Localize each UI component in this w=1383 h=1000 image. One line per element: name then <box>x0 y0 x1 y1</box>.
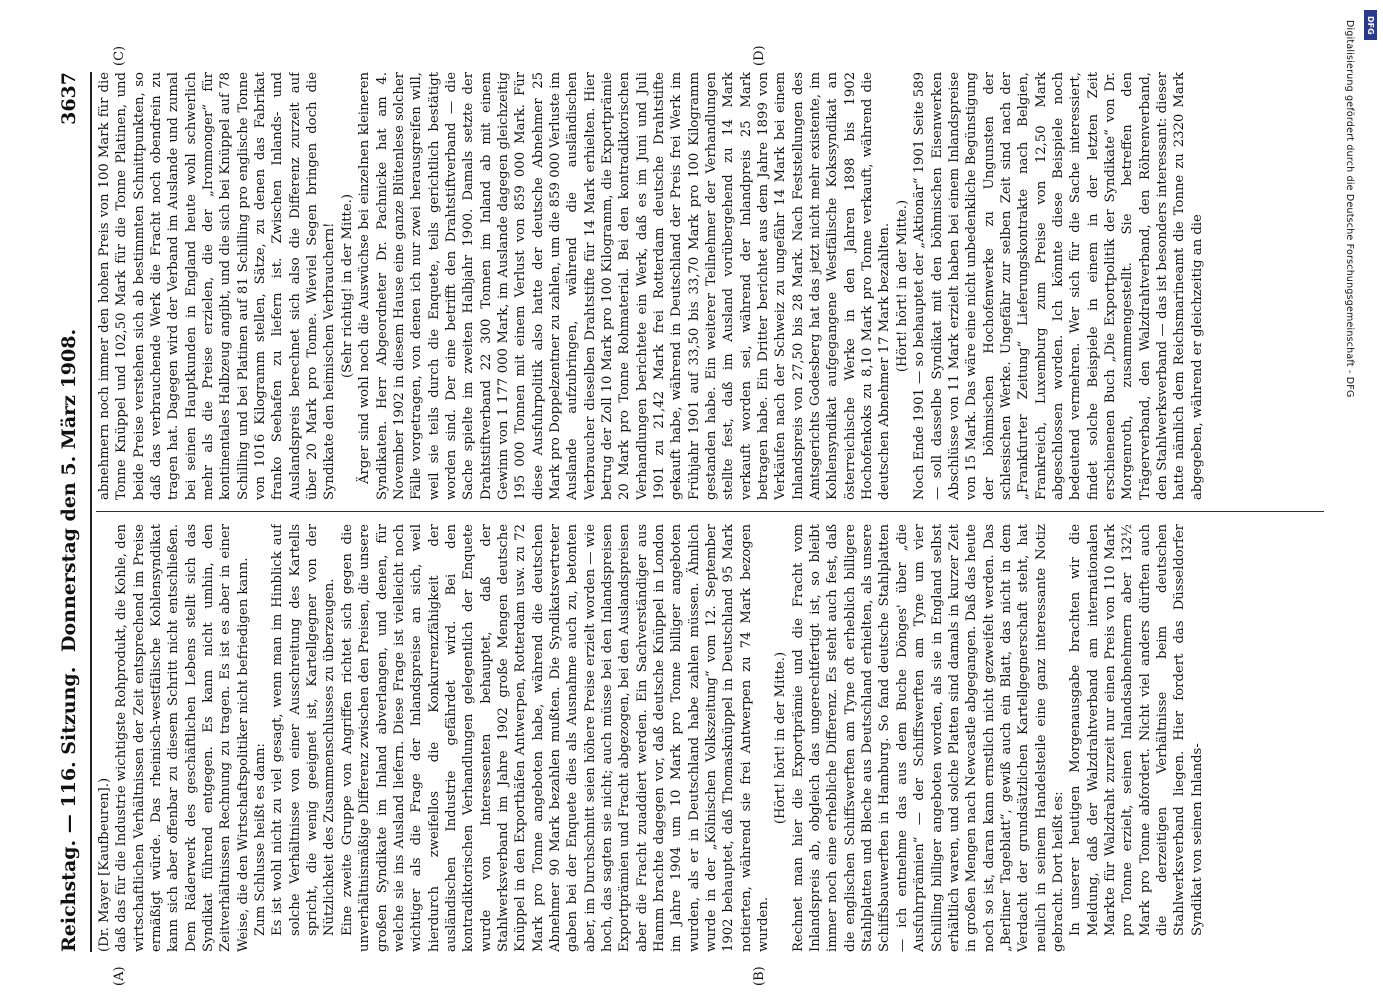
left-col-paragraph: In unserer heutigen Morgenausgabe brachten wir die Meldung, daß der Walzdrahtverband am internationalen Markte für Walzdraht zurzeit nur einen Preis von 110 Mark pro Tonne erzielt, seinen Inlandsabnehmern aber 132½ Mark pro Tonne abfordert. Nicht viel anders dürften auch die derzeitigen Verhältnisse beim deutschen Stahlwerksverband liegen. Hier fordert das Düsseldorfer Syndikat von seinen Inlands- <box>1068 524 1205 936</box>
left-col-paragraph: Eine zweite Gruppe von Angriffen richtet sich gegen die unverhältnismäßige Differenz zwischen den Preisen, die unsere großen Syndikate im Inland abverlangen, und denen, für welche sie ins Ausland liefern. Diese Frage ist vielleicht noch wichtiger als die Frage der Inlandspreise an sich, weil hierdurch zweifellos die Konkurrenzfähigkeit der ausländischen Industrie gefährdet wird. Bei den kontradiktorischen Verhandlungen gelegentlich der Enquete wurde von Interessenten behauptet, daß der Stahlwerksverband im Jahre 1902 große Mengen deutsche Knüppel in den Exporthäfen Antwerpen, Rotterdam usw. zu 72 Mark pro Tonne angeboten habe, während die deutschen Abnehmer 90 Mark bezahlen mußten. Die Syndikatsvertreter gaben bei der Enquete dies als Ausnahme auch zu, betonten aber, im Durchschnitt seien höhere Preise erzielt worden — wie hoch, das sagten sie nicht; auch müsse bei den Inlandspreisen Exportprämien und Fracht abgezogen, bei den Auslandspreisen aber die Fracht zuaddiert werden. Ein Sachverständiger aus Hamm brachte dagegen vor, daß deutsche Knüppel in London im Jahre 1904 um 10 Mark pro Tonne billiger angeboten wurden, als er in Deutschland habe zahlen müssen. Ähnlich wurde in der „Kölnischen Volkszeitung“ vom 12. September 1902 behauptet, daß Thomasknüppel in Deutschland 95 Mark notierten, während sie frei Antwerpen zu 74 Mark bezogen wurden. <box>339 524 772 952</box>
digitization-credit <box>1342 20 1366 980</box>
right-col-paragraph: Ärger sind wohl noch die Auswüchse bei einzelnen kleineren Syndikaten. Herr Abgeordneter Dr. Pachnicke hat am 4. November 1902 in diesem Hause eine ganze Blütenlese solcher Fälle vorgetragen, von denen ich nur zwei herausgreifen will, weil sie teils durch die Enquete, teils gerichtlich bestätigt worden sind. Der eine betrifft den Drahtstiftverband — die Sache spielte im zweiten Halbjahr 1900. Damals setzte der Drahtstiftverband 22 300 Tonnen im Inland ab mit einem Gewinn von 1 177 000 Mark, im Auslande dagegen gleichzeitig 195 000 Tonnen mit einem Verlust von 859 000 Mark. Für diese Ausfuhrpolitik also hatte der deutsche Abnehmer 25 Mark pro Doppelzentner zu zahlen, um die 859 000 Verluste im Auslande aufzubringen, während die ausländischen Verbraucher dieselben Drahtstifte für 14 Mark erhielten. Hier betrug der Zoll 10 Mark pro 100 Kilogramm, die Exportprämie 20 Mark pro Tonne Rohmaterial. Bei den kontradiktorischen Verhandlungen berichtete ein Werk, daß es im Juni und Juli 1901 zu 21,42 Mark frei Rotterdam deutsche Drahtstifte gekauft habe, während in Deutschland der Preis frei Werk im Frühjahr 1901 auf 33,50 bis 33,70 Mark pro 100 Kilogramm gestanden habe. Ein weiterer Teilnehmer der Verhandlungen stellte fest, daß im Ausland vorübergehend zu 14 Mark verkauft worden sei, während der Inlandpreis 25 Mark betragen habe. Ein Dritter berichtet aus dem Jahre 1899 von Verkäufen nach der Schweiz zu ungefähr 14 Mark bei einem Inlandspreis von 27,50 bis 28 Mark. Nach Feststellungen des Amtsgerichts Godesberg hat das jetzt nicht mehr existente, im Kohlensyndikat aufgegangene Westfälische Kokssyndikat an österreichische Werke in den Jahren 1898 bis 1902 Hochofenkoks zu 8,10 Mark pro Tonne verkauft, während die deutschen Abnehmer 17 Mark bezahlten. <box>357 72 893 500</box>
left-column <box>96 524 1324 952</box>
right-col-paragraph: Noch Ende 1901 — so behauptet der „Aktionär“ 1901 Seite 589 — soll dasselbe Syndikat mit den böhmischen Eisenwerken Abschlüsse von 11 Mark erzielt haben bei einem Inlandspreise von 15 Mark. Das wäre eine nicht unbedenkliche Begünstigung der böhmischen Hochofenwerke zu Ungunsten der schlesischen Werke. Ungefähr zur selben Zeit sind nach der „Frankfurter Zeitung“ Lieferungskontrakte nach Belgien, Frankreich, Luxemburg zum Preise von 12,50 Mark abgeschlossen worden. Ich könnte diese Beispiele noch bedeutend vermehren. Wer sich für die Sache interessiert, findet solche Beispiele in einem in der letzten Zeit erschienenen Buch „Die Exportpolitik der Syndikate“ von Dr. Morgenroth, zusammengestellt. Sie betreffen den Trägerverband, den Walzdrahtverband, den Röhrenverband, den Stahlwerksverband — das ist besonders interessant: dieser hatte nämlich dem Reichsmarineamt die Tonne zu 2320 Mark abgegeben, während er gleichzeitig an die <box>912 72 1205 500</box>
left-col-paragraph: Rechnet man hier die Exportprämie und die Fracht vom Inlandspreis ab, obgleich das ungerechtfertigt ist, so bleibt immer noch eine erhebliche Differenz. Es steht auch fest, daß die englischen Schiffswerften am Tyne oft erheblich billigere Stahlplatten und Bleche aus Deutschland erhielten, als unsere Schiffsbauwerften in Hamburg. So fand deutsche Stahlplatten — ich entnehme das aus dem Buche Dönges' über „die Ausfuhrprämien“ — der Schiffswerften am Tyne um vier Schilling billiger angeboten worden, als sie in England selbst erhältlich waren, und solche Platten sind damals in kurzer Zeit in großen Mengen nach Newcastle abgegangen. Daß das heute noch so ist, daran kann ernstlich nicht gezweifelt werden. Das „Berliner Tageblatt“, gewiß auch ein Blatt, das nicht in dem Verdacht der grundsätzlichen Kartellgegnerschaft steht, hat neulich in seinem Handelsteile eine ganz interessante Notiz gebracht. Dort heißt es: <box>790 524 1066 952</box>
margin-mark-a: (A) <box>112 966 127 986</box>
right-col-paragraph: abnehmern noch immer den hohen Preis von 100 Mark für die Tonne Knüppel und 102,50 Mark für die Tonne Platinen, und beide Preise verstehen sich ab bestimmten Schnittpunkten, so daß das verbrauchende Werk die Fracht noch obendrein zu tragen hat. Dagegen wird der Verband im Auslande und zumal bei seinen Hauptkunden in England heute wohl schwerlich mehr als die Preise erzielen, die der „Ironmonger“ für kontinentales Halbzeug angibt, und die sich bei Knüppel auf 78 Schilling und bei Platinen auf 81 Schilling pro englische Tonne von 1016 Kilogramm stellen, Sätze, zu denen das Fabrikat franko Seehafen zu liefern ist. Zwischen Inlands- und Auslandspreis berechnet sich also die Differenz zurzeit auf über 20 Mark pro Tonne. Wieviel Segen bringen doch die Syndikate den heimischen Verbrauchern! <box>97 72 338 500</box>
right-column <box>96 72 1324 500</box>
dfg-logo: DFG <box>1364 10 1377 40</box>
left-col-paragraph: (Hört! hört! in der Mitte.) <box>773 651 789 825</box>
left-col-paragraph: daß das für die Industrie wichtigste Rohprodukt, die Kohle, den wirtschaftlichen Verhältnissen der Zeit entsprechend im Preise ermäßigt würde. Das rheinisch-westfälische Kohlensyndikat kann sich aber offenbar zu diesem Schritt nicht entschließen. Dem Räderwerk des geschäftlichen Lebens stellt sich das Syndikat führend entgegen. Es kann nicht umhin, den Zeitverhältnissen Rechnung zu tragen. Es ist es aber in einer Weise, die den Wirtschaftspolitiker nicht befriedigen kann. <box>114 524 251 952</box>
left-col-paragraph: Zum Schlusse heißt es dann: <box>253 743 269 936</box>
header-center: Donnerstag den 5. März 1908. <box>58 328 80 652</box>
credit-text: Digitalisierung gefördert durch die Deutsche Forschungsgemeinschaft - DFG <box>1344 20 1355 398</box>
header-left: Reichstag. — 116. Sitzung. <box>58 666 80 952</box>
header-rule <box>90 72 92 952</box>
right-col-paragraph: (Hört! hört! in der Mitte.) <box>894 199 910 373</box>
page-number: 3637 <box>58 72 80 125</box>
page-header <box>52 72 86 952</box>
margin-mark-d: (D) <box>752 45 767 66</box>
page <box>52 45 1327 986</box>
left-col-paragraph: Es ist wohl nicht zu viel gesagt, wenn man im Hinblick auf solche Verhältnisse von einer Ausschreitung des Kartells spricht, die wenig geeignet ist, Kartellgegner von der Nützlichkeit des Zusammenschlusses zu überzeugen. <box>270 524 338 936</box>
margin-mark-b: (B) <box>752 966 767 986</box>
left-col-paragraph: (Dr. Mayer [Kaufbeuren].) <box>97 777 112 952</box>
right-col-paragraph: (Sehr richtig! in der Mitte.) <box>339 194 355 378</box>
column-divider <box>96 511 1324 512</box>
margin-mark-c: (C) <box>112 45 127 66</box>
